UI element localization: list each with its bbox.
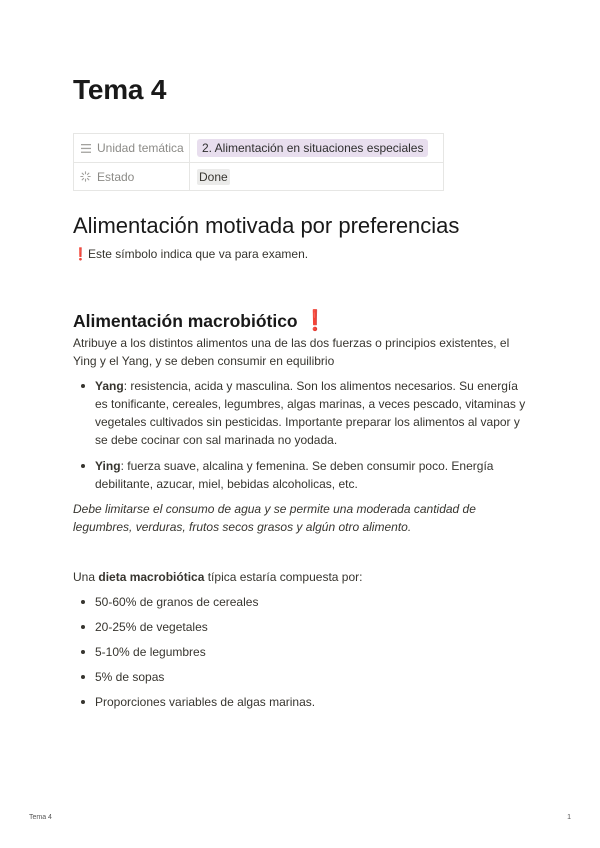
list-item: 5-10% de legumbres: [73, 643, 533, 661]
property-value[interactable]: [190, 139, 443, 157]
diet-intro: [73, 568, 528, 586]
exam-note: [73, 247, 308, 261]
property-key-label: Unidad temática: [97, 141, 184, 155]
list-item-text: : resistencia, acida y masculina. Son los alimentos necesarios. Su energía es tonificante, cereales, legumbres, algas marinas, a veces pescado, vitaminas y vegetales cultivados sin pesticidas. Importante preparar los alimentos al vapor y se debe cocinar con sal marinada no yodada.: [95, 379, 526, 447]
intro-paragraph: Atribuye a los distintos alimentos una de las dos fuerzas o principios existentes, el Ying y el Yang, y se deben consumir en equilibrio: [73, 336, 510, 368]
subsection-heading: [73, 308, 327, 333]
diet-intro-bold: dieta macrobiótica: [98, 570, 205, 584]
list-item: 5% de sopas: [73, 668, 533, 686]
exclamation-icon: ❗: [302, 310, 328, 332]
page-title: Tema 4: [73, 74, 167, 105]
list-icon: [80, 143, 91, 154]
footer-title: Tema 4: [29, 814, 52, 821]
yin-yang-list: [73, 377, 533, 493]
unidad-tag[interactable]: 2. Alimentación en situaciones especiales: [197, 139, 428, 157]
list-item: 50-60% de granos de cereales: [73, 593, 533, 611]
list-item: [73, 457, 533, 493]
section-heading: Alimentación motivada por preferencias: [73, 213, 460, 238]
property-row-estado: [74, 162, 443, 190]
property-key-label: Estado: [97, 169, 135, 184]
italic-note: Debe limitarse el consumo de agua y se permite una moderada cantidad de legumbres, verduras, frutos secos grasos y algún otro alimento.: [73, 502, 476, 534]
diet-intro-suffix: típica estaría compuesta por:: [204, 570, 363, 584]
list-item-term: Yang: [95, 379, 124, 393]
status-value[interactable]: Done: [199, 169, 228, 184]
diet-intro-prefix: Una: [73, 570, 99, 584]
property-value[interactable]: [190, 169, 443, 185]
exclamation-icon: ❗: [73, 247, 88, 261]
property-key: [74, 163, 190, 190]
property-key: [74, 134, 190, 162]
status-spinner-icon: [80, 171, 91, 182]
diet-list: [73, 593, 533, 711]
list-item-text: : fuerza suave, alcalina y femenina. Se deben consumir poco. Energía debilitante, azucar, miel, bebidas alcoholicas, etc.: [95, 459, 494, 491]
list-item: [73, 377, 533, 449]
subsection-title: Alimentación macrobiótico: [73, 311, 298, 331]
exam-note-text: Este símbolo indica que va para examen.: [87, 247, 309, 261]
footer-page-number: 1: [567, 814, 571, 821]
properties-table: [73, 133, 444, 191]
list-item: Proporciones variables de algas marinas.: [73, 693, 533, 711]
property-row-unidad: [74, 134, 443, 162]
list-item: 20-25% de vegetales: [73, 618, 533, 636]
list-item-term: Ying: [95, 459, 121, 473]
